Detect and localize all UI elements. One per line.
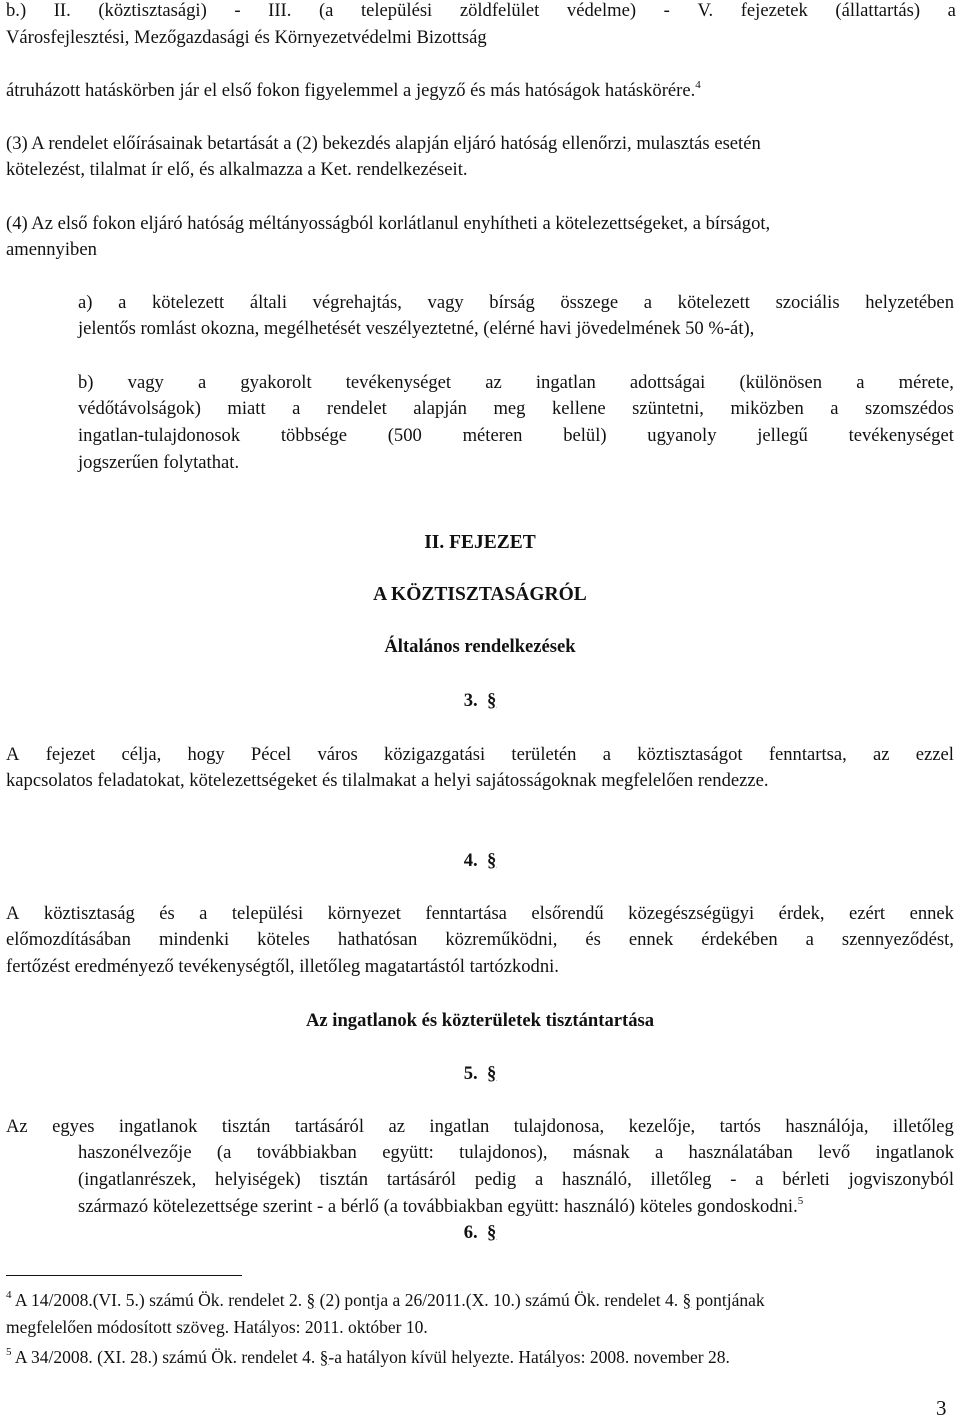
word: II. xyxy=(53,0,71,21)
word: használó, xyxy=(562,1169,632,1190)
chapter-number: II. FEJEZET xyxy=(424,532,536,553)
section5-heading xyxy=(0,1065,960,1084)
para2-line1: (3) A rendelet előírásainak betartását a (2) bekezdés alapján eljáró hatóság ellenőrzi, mulasztás esetén xyxy=(6,133,761,154)
word: a xyxy=(947,0,956,21)
word: - xyxy=(663,0,670,21)
word: a xyxy=(805,929,814,950)
word: hathatósan xyxy=(337,929,418,950)
item-b-line1 xyxy=(78,374,954,393)
word: bírság xyxy=(489,292,535,313)
word: gyakorolt xyxy=(240,372,312,393)
para3-line1: (4) Az első fokon eljáró hatóság méltányosságból korlátlanul enyhítheti a kötelezettségeket, a bírságot, xyxy=(6,213,771,234)
word: környezet xyxy=(327,903,401,924)
word: fejezetek xyxy=(740,0,808,21)
word: a xyxy=(199,903,208,924)
word: a) xyxy=(78,292,93,313)
footnote-separator xyxy=(6,1275,242,1276)
word: érdekében xyxy=(701,929,778,950)
word: kezelője, xyxy=(628,1116,696,1137)
word: közegészségügyi xyxy=(628,903,755,924)
word: védőtávolságok) xyxy=(78,398,201,419)
footnote-5-line1 xyxy=(6,1346,730,1367)
word: kellene xyxy=(551,398,606,419)
word: pedig xyxy=(474,1169,517,1190)
section6-heading xyxy=(0,1224,960,1243)
word: mérete, xyxy=(898,372,954,393)
section3-sign: § xyxy=(486,690,497,711)
word: mindenki xyxy=(158,929,230,950)
word: (köztisztasági) xyxy=(98,0,207,21)
section4-line1 xyxy=(6,905,954,924)
section5-line4 xyxy=(78,1195,804,1217)
word: ingatlanok xyxy=(118,1116,198,1137)
word: érdek, xyxy=(778,903,825,924)
word: tevékenységet xyxy=(345,372,452,393)
word: települési xyxy=(231,903,304,924)
section4-sign: § xyxy=(486,850,497,871)
word: Pécel xyxy=(250,744,292,765)
word: és xyxy=(159,903,175,924)
word: belül) xyxy=(563,425,607,446)
word: a xyxy=(830,398,839,419)
footnote-4-text-c: pontjának xyxy=(691,1290,765,1310)
word: szociális xyxy=(775,292,840,313)
word: miközben xyxy=(730,398,804,419)
word: jogviszonyból xyxy=(848,1169,954,1190)
word: méteren xyxy=(462,425,523,446)
word: területén xyxy=(511,744,577,765)
word: ennek xyxy=(909,903,954,924)
word: közreműködni, xyxy=(445,929,558,950)
word: tisztán xyxy=(221,1116,271,1137)
word: a xyxy=(602,744,611,765)
word: haszonélvezője xyxy=(78,1142,192,1163)
word: város xyxy=(317,744,358,765)
footnote-5-text-b: -a hatályon kívül helyezte. Hatályos: 2008. november 28. xyxy=(328,1347,730,1367)
word: vagy xyxy=(427,292,464,313)
footnote-5-sign: § xyxy=(319,1347,329,1367)
section3-line2: kapcsolatos feladatokat, kötelezettségeket és tilalmakat a helyi sajátosságoknak megfelelően rendezze. xyxy=(6,770,769,791)
word: köztisztaságot xyxy=(637,744,743,765)
word: használója, xyxy=(785,1116,869,1137)
word: V. xyxy=(697,0,714,21)
subheading: Az ingatlanok és közterületek tisztántartása xyxy=(305,1010,655,1031)
word: A xyxy=(6,903,20,924)
item-b-line3 xyxy=(78,427,954,446)
word: tartásáról xyxy=(386,1169,457,1190)
word: tulajdonos), xyxy=(459,1142,548,1163)
item-a-line2: jelentős romlást okozna, megélhetését veszélyeztetné, (elérné havi jövedelmének 50 %-át), xyxy=(78,318,755,339)
word: kötelezett xyxy=(677,292,750,313)
word: előmozdításában xyxy=(6,929,131,950)
item-a-line1 xyxy=(78,294,954,313)
section6-sign: § xyxy=(486,1222,497,1243)
para1-line3-text: átruházott hatáskörben jár el első fokon figyelemmel a jegyző és más hatóságok hatáskörére. xyxy=(6,80,696,101)
footnote-4-line1 xyxy=(6,1289,765,1310)
word: szomszédos xyxy=(865,398,954,419)
para1-line3 xyxy=(6,79,701,101)
page-number: 3 xyxy=(936,1396,947,1420)
word: a xyxy=(292,398,301,419)
word: a xyxy=(118,292,127,313)
section5-line1 xyxy=(6,1118,954,1137)
word: ingatlan xyxy=(535,372,596,393)
word: levő xyxy=(818,1142,851,1163)
word: jellegű xyxy=(757,425,808,446)
word: ugyanoly xyxy=(647,425,717,446)
word: alapján xyxy=(413,398,467,419)
word: bérleti xyxy=(782,1169,830,1190)
word: szennyeződést, xyxy=(841,929,954,950)
word: ezért xyxy=(848,903,886,924)
word: Az xyxy=(6,1116,28,1137)
footnote-5-text-a: A 34/2008. (XI. 28.) számú Ök. rendelet 4. xyxy=(14,1347,320,1367)
word: tevékenységet xyxy=(848,425,954,446)
word: tulajdonosa, xyxy=(513,1116,605,1137)
footnote-4-number: 4 xyxy=(6,1289,12,1301)
word: ingatlanok xyxy=(875,1142,954,1163)
footnote-5-number: 5 xyxy=(6,1346,12,1358)
word: a xyxy=(654,1142,664,1163)
word: ezzel xyxy=(915,744,954,765)
section6-number: 6. xyxy=(463,1222,478,1243)
para3-line2: amennyiben xyxy=(6,239,97,260)
word: hogy xyxy=(187,744,225,765)
section4-line3: fertőzést eredményező tevékenységtől, illetőleg magatartástól tartózkodni. xyxy=(6,956,559,977)
word: végrehajtás, xyxy=(312,292,402,313)
word: fejezet xyxy=(45,744,96,765)
footnote-ref-5[interactable]: 5 xyxy=(797,1195,804,1207)
word: - xyxy=(730,1169,737,1190)
para2-line2: kötelezést, tilalmat ír elő, és alkalmazza a Ket. rendelkezéseit. xyxy=(6,159,468,180)
word: rendelet xyxy=(326,398,387,419)
section3-heading xyxy=(0,692,960,711)
word: tisztán xyxy=(319,1169,369,1190)
word: fenntartása xyxy=(425,903,507,924)
word: (500 xyxy=(387,425,422,446)
word: az xyxy=(873,744,890,765)
word: továbbiakban xyxy=(256,1142,357,1163)
section4-number: 4. xyxy=(463,850,478,871)
word: ingatlan-tulajdonosok xyxy=(78,425,241,446)
para1-line1 xyxy=(6,2,956,21)
word: együtt: xyxy=(382,1142,434,1163)
section4-line2 xyxy=(6,931,954,950)
word: ennek xyxy=(628,929,674,950)
word: III. xyxy=(268,0,292,21)
item-b-line2 xyxy=(78,400,954,419)
chapter-subtitle: Általános rendelkezések xyxy=(384,636,576,657)
word: köztisztaság xyxy=(43,903,135,924)
word: illetőleg xyxy=(892,1116,954,1137)
word: az xyxy=(485,372,502,393)
word: kötelezett xyxy=(151,292,225,313)
section5-line2 xyxy=(78,1144,954,1163)
para1-line2: Városfejlesztési, Mezőgazdasági és Környezetvédelmi Bizottság xyxy=(6,27,487,48)
footnote-4-sign-2: § xyxy=(682,1290,692,1310)
footnote-4-text-a: A 14/2008.(VI. 5.) számú Ök. rendelet 2. xyxy=(14,1290,307,1310)
word: többsége xyxy=(280,425,347,446)
section3-line1 xyxy=(6,746,954,765)
word: a xyxy=(856,372,865,393)
word: közigazgatási xyxy=(383,744,486,765)
word: a xyxy=(643,292,653,313)
word: az xyxy=(388,1116,405,1137)
word: tartós xyxy=(719,1116,761,1137)
footnote-4-sign-1: § xyxy=(306,1290,316,1310)
word: köteles xyxy=(257,929,310,950)
chapter-title: A KÖZTISZTASÁGRÓL xyxy=(373,584,587,605)
word: célja, xyxy=(121,744,162,765)
word: szüntetni, xyxy=(632,398,704,419)
word: b) xyxy=(78,372,94,393)
section5-line3 xyxy=(78,1171,954,1190)
word: települési xyxy=(360,0,433,21)
word: a xyxy=(197,372,207,393)
word: (a xyxy=(216,1142,232,1163)
section5-number: 5. xyxy=(463,1063,478,1084)
word: zöldfelület xyxy=(459,0,540,21)
word: fenntartsa, xyxy=(768,744,847,765)
word: tartásáról xyxy=(294,1116,365,1137)
word: a xyxy=(534,1169,544,1190)
word: és xyxy=(585,929,601,950)
footnote-4-line2: megfelelően módosított szöveg. Hatályos: 2011. október 10. xyxy=(6,1317,428,1337)
word: ingatlan xyxy=(429,1116,490,1137)
word: elsőrendű xyxy=(531,903,604,924)
word: adottságai xyxy=(629,372,706,393)
word: helyzetében xyxy=(865,292,954,313)
word: használatában xyxy=(688,1142,793,1163)
word: - xyxy=(234,0,241,21)
word: (különösen xyxy=(739,372,823,393)
word: (a xyxy=(318,0,334,21)
section5-line4-text: származó kötelezettsége szerint - a bérlő (a továbbiakban együtt: használó) köteles gondoskodni. xyxy=(78,1196,798,1217)
word: illetőleg xyxy=(650,1169,712,1190)
section3-number: 3. xyxy=(463,690,478,711)
word: (ingatlanrészek, xyxy=(78,1169,197,1190)
word: általi xyxy=(249,292,287,313)
word: összege xyxy=(560,292,619,313)
word: a xyxy=(755,1169,764,1190)
word: másnak xyxy=(572,1142,630,1163)
word: A xyxy=(6,744,20,765)
footnote-ref-4[interactable]: 4 xyxy=(695,79,701,91)
word: vagy xyxy=(127,372,164,393)
word: (állattartás) xyxy=(835,0,921,21)
item-b-line4: jogszerűen folytathat. xyxy=(78,452,240,473)
footnote-4-text-b: (2) pontja a 26/2011.(X. 10.) számú Ök. rendelet 4. xyxy=(315,1290,683,1310)
word: miatt xyxy=(227,398,266,419)
section4-heading xyxy=(0,852,960,871)
word: egyes xyxy=(52,1116,95,1137)
word: b.) xyxy=(6,0,27,21)
word: védelme) xyxy=(566,0,637,21)
word: meg xyxy=(493,398,526,419)
section5-sign: § xyxy=(486,1063,497,1084)
word: helyiségek) xyxy=(215,1169,301,1190)
